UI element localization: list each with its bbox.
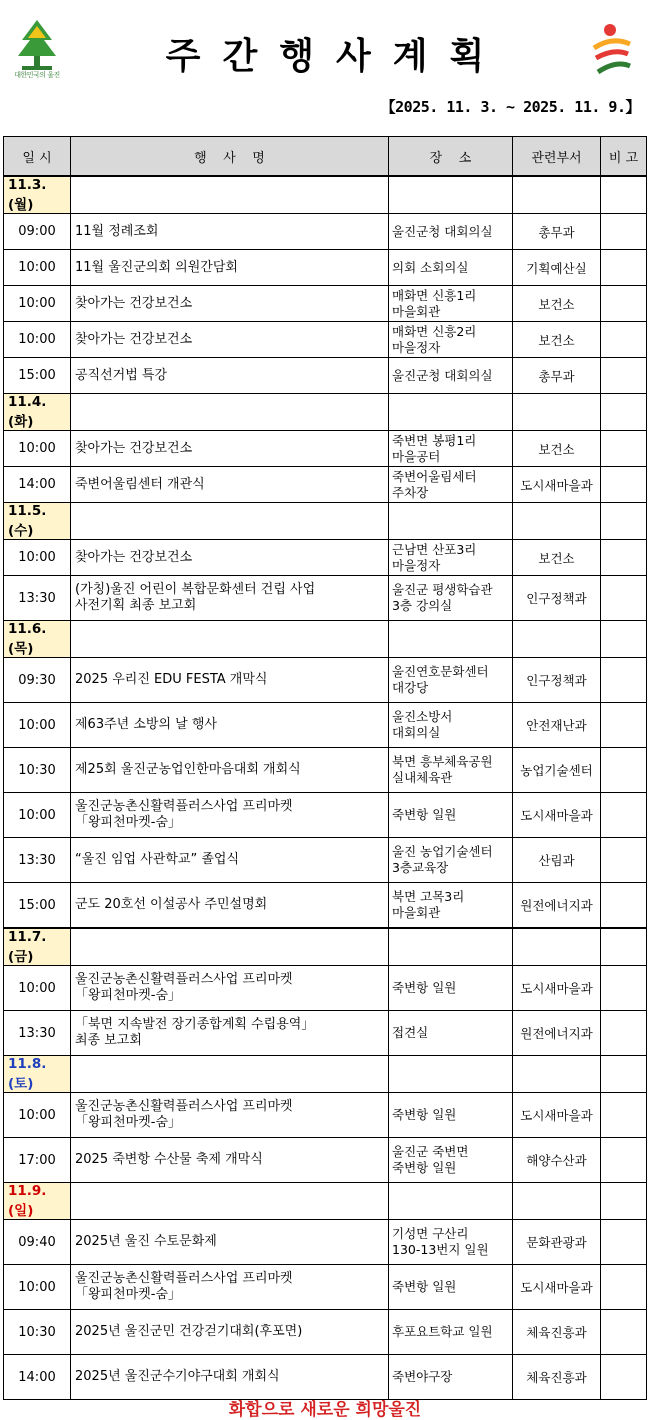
event-note — [601, 658, 647, 703]
event-time: 10:00 — [4, 431, 71, 467]
empty-cell — [389, 176, 513, 214]
empty-cell — [513, 928, 601, 966]
event-name: 2025년 울진군민 건강걷기대회(후포면) — [71, 1310, 389, 1355]
event-place: 울진군청 대회의실 — [389, 358, 513, 394]
event-name: 2025년 울진 수토문화제 — [71, 1220, 389, 1265]
page-title: 주간행사계획 — [165, 36, 507, 77]
event-place: 죽변항 일원 — [389, 966, 513, 1011]
empty-cell — [71, 176, 389, 214]
event-note — [601, 286, 647, 322]
event-name: 울진군농촌신활력플러스사업 프리마켓 「왕피천마켓-숨」 — [71, 793, 389, 838]
event-time: 10:00 — [4, 966, 71, 1011]
event-dept: 보건소 — [513, 286, 601, 322]
event-name: 11월 울진군의회 의원간담회 — [71, 250, 389, 286]
table-row — [4, 838, 647, 883]
event-note — [601, 1355, 647, 1400]
event-note — [601, 214, 647, 250]
table-row — [4, 1355, 647, 1400]
event-time: 15:00 — [4, 358, 71, 394]
event-place: 죽변항 일원 — [389, 1093, 513, 1138]
table-row — [4, 1138, 647, 1183]
weekly-schedule-table — [3, 136, 647, 1400]
table-row — [4, 322, 647, 358]
event-place: 의회 소회의실 — [389, 250, 513, 286]
empty-cell — [71, 503, 389, 540]
event-time: 10:00 — [4, 1265, 71, 1310]
event-name: 군도 20호선 이설공사 주민설명회 — [71, 883, 389, 929]
event-name: 울진군농촌신활력플러스사업 프리마켓 「왕피천마켓-숨」 — [71, 966, 389, 1011]
day-header-row — [4, 176, 647, 214]
event-place: 후포요트학교 일원 — [389, 1310, 513, 1355]
event-dept: 원전에너지과 — [513, 1011, 601, 1056]
empty-cell — [71, 1056, 389, 1093]
event-dept: 체육진흥과 — [513, 1355, 601, 1400]
column-header-place: 장 소 — [389, 137, 513, 177]
column-header-dept: 관련부서 — [513, 137, 601, 177]
empty-cell — [71, 1183, 389, 1220]
event-dept: 보건소 — [513, 431, 601, 467]
event-name: 11월 정례조회 — [71, 214, 389, 250]
event-note — [601, 793, 647, 838]
schedule-period: 【2025. 11. 3. ~ 2025. 11. 9.】 — [380, 98, 640, 116]
event-time: 10:30 — [4, 748, 71, 793]
empty-cell — [71, 621, 389, 658]
event-note — [601, 1220, 647, 1265]
event-place: 울진군청 대회의실 — [389, 214, 513, 250]
event-dept: 문화관광과 — [513, 1220, 601, 1265]
event-place: 북면 흥부체육공원 실내체육관 — [389, 748, 513, 793]
page-header — [0, 0, 650, 95]
table-header-row — [4, 137, 647, 177]
event-time: 17:00 — [4, 1138, 71, 1183]
empty-cell — [601, 928, 647, 966]
event-place: 매화면 신흥1리 마을회관 — [389, 286, 513, 322]
table-row — [4, 793, 647, 838]
event-note — [601, 540, 647, 576]
event-name: 찾아가는 건강보건소 — [71, 286, 389, 322]
table-row — [4, 431, 647, 467]
event-dept: 보건소 — [513, 322, 601, 358]
event-place: 기성면 구산리 130-13번지 일원 — [389, 1220, 513, 1265]
event-time: 10:00 — [4, 250, 71, 286]
schedule-body — [4, 176, 647, 1400]
empty-cell — [601, 176, 647, 214]
event-time: 14:00 — [4, 467, 71, 503]
event-place: 울진 농업기술센터 3층교육장 — [389, 838, 513, 883]
event-name: 2025 우리진 EDU FESTA 개막식 — [71, 658, 389, 703]
event-place: 접견실 — [389, 1011, 513, 1056]
event-dept: 인구정책과 — [513, 576, 601, 621]
event-name: 2025년 울진군수기야구대회 개회식 — [71, 1355, 389, 1400]
event-dept: 도시새마을과 — [513, 1093, 601, 1138]
event-place: 울진군 죽변면 죽변항 일원 — [389, 1138, 513, 1183]
logo-caption: 대한민국의 울진 — [14, 71, 60, 79]
table-row — [4, 883, 647, 929]
empty-cell — [513, 621, 601, 658]
empty-cell — [513, 176, 601, 214]
table-row — [4, 1011, 647, 1056]
event-place: 죽변어울림세터 주차장 — [389, 467, 513, 503]
empty-cell — [71, 928, 389, 966]
table-row — [4, 540, 647, 576]
event-note — [601, 966, 647, 1011]
event-time: 10:00 — [4, 286, 71, 322]
empty-cell — [389, 1183, 513, 1220]
event-time: 13:30 — [4, 1011, 71, 1056]
event-note — [601, 1310, 647, 1355]
event-place: 울진연호문화센터 대강당 — [389, 658, 513, 703]
event-dept: 도시새마을과 — [513, 467, 601, 503]
event-place: 죽변항 일원 — [389, 793, 513, 838]
event-time: 09:40 — [4, 1220, 71, 1265]
table-row — [4, 966, 647, 1011]
event-name: 울진군농촌신활력플러스사업 프리마켓 「왕피천마켓-숨」 — [71, 1265, 389, 1310]
event-name: (가칭)울진 어린이 복합문화센터 건립 사업 사전기획 최종 보고회 — [71, 576, 389, 621]
event-name: 찾아가는 건강보건소 — [71, 540, 389, 576]
empty-cell — [513, 503, 601, 540]
table-row — [4, 286, 647, 322]
empty-cell — [601, 503, 647, 540]
event-dept: 농업기술센터 — [513, 748, 601, 793]
empty-cell — [601, 1183, 647, 1220]
event-note — [601, 748, 647, 793]
day-date: 11.4.(화) — [4, 394, 71, 431]
empty-cell — [513, 1056, 601, 1093]
table-row — [4, 576, 647, 621]
table-row — [4, 467, 647, 503]
uljin-brand-logo-icon — [590, 22, 634, 80]
event-dept: 도시새마을과 — [513, 1265, 601, 1310]
event-name: 울진군농촌신활력플러스사업 프리마켓 「왕피천마켓-숨」 — [71, 1093, 389, 1138]
event-note — [601, 250, 647, 286]
event-dept: 해양수산과 — [513, 1138, 601, 1183]
event-dept: 총무과 — [513, 358, 601, 394]
day-date: 11.9.(일) — [4, 1183, 71, 1220]
empty-cell — [601, 621, 647, 658]
event-note — [601, 1265, 647, 1310]
event-note — [601, 431, 647, 467]
event-dept: 도시새마을과 — [513, 966, 601, 1011]
day-header-row — [4, 1056, 647, 1093]
event-dept: 인구정책과 — [513, 658, 601, 703]
event-time: 10:00 — [4, 540, 71, 576]
event-dept: 기획예산실 — [513, 250, 601, 286]
empty-cell — [389, 621, 513, 658]
event-time: 10:00 — [4, 703, 71, 748]
event-name: 제63주년 소방의 날 행사 — [71, 703, 389, 748]
event-note — [601, 1011, 647, 1056]
event-note — [601, 1093, 647, 1138]
event-dept: 도시새마을과 — [513, 793, 601, 838]
event-dept: 총무과 — [513, 214, 601, 250]
table-row — [4, 1310, 647, 1355]
empty-cell — [389, 928, 513, 966]
day-header-row — [4, 394, 647, 431]
event-dept: 안전재난과 — [513, 703, 601, 748]
event-time: 09:00 — [4, 214, 71, 250]
event-name: “울진 임업 사관학교” 졸업식 — [71, 838, 389, 883]
event-time: 10:00 — [4, 322, 71, 358]
event-note — [601, 1138, 647, 1183]
table-row — [4, 658, 647, 703]
event-name: 「북면 지속발전 장기종합계획 수립용역」 최종 보고회 — [71, 1011, 389, 1056]
day-header-row — [4, 503, 647, 540]
event-name: 2025 죽변항 수산물 축제 개막식 — [71, 1138, 389, 1183]
empty-cell — [513, 1183, 601, 1220]
event-place: 울진군 평생학습관 3층 강의실 — [389, 576, 513, 621]
empty-cell — [389, 394, 513, 431]
day-date: 11.7.(금) — [4, 928, 71, 966]
empty-cell — [389, 1056, 513, 1093]
event-time: 10:30 — [4, 1310, 71, 1355]
event-time: 14:00 — [4, 1355, 71, 1400]
event-time: 09:30 — [4, 658, 71, 703]
event-place: 죽변면 봉평1리 마을공터 — [389, 431, 513, 467]
table-row — [4, 748, 647, 793]
table-row — [4, 1220, 647, 1265]
column-header-datetime: 일 시 — [4, 137, 71, 177]
event-name: 찾아가는 건강보건소 — [71, 431, 389, 467]
table-row — [4, 703, 647, 748]
event-place: 근남면 산포3리 마을정자 — [389, 540, 513, 576]
day-header-row — [4, 621, 647, 658]
table-row — [4, 358, 647, 394]
event-note — [601, 883, 647, 929]
day-date: 11.3.(월) — [4, 176, 71, 214]
event-place: 매화면 신흥2리 마을정자 — [389, 322, 513, 358]
event-note — [601, 322, 647, 358]
table-row — [4, 1265, 647, 1310]
event-note — [601, 467, 647, 503]
empty-cell — [601, 394, 647, 431]
event-note — [601, 358, 647, 394]
event-name: 공직선거법 특강 — [71, 358, 389, 394]
event-name: 제25회 울진군농업인한마음대회 개회식 — [71, 748, 389, 793]
empty-cell — [389, 503, 513, 540]
event-time: 10:00 — [4, 793, 71, 838]
empty-cell — [71, 394, 389, 431]
event-dept: 원전에너지과 — [513, 883, 601, 929]
event-place: 죽변항 일원 — [389, 1265, 513, 1310]
event-name: 찾아가는 건강보건소 — [71, 322, 389, 358]
event-place: 북면 고목3리 마을회관 — [389, 883, 513, 929]
slogan: 화합으로 새로운 희망울진 — [228, 1400, 422, 1420]
event-dept: 산림과 — [513, 838, 601, 883]
event-time: 15:00 — [4, 883, 71, 929]
event-note — [601, 838, 647, 883]
event-note — [601, 703, 647, 748]
event-time: 13:30 — [4, 576, 71, 621]
event-place: 죽변야구장 — [389, 1355, 513, 1400]
event-time: 10:00 — [4, 1093, 71, 1138]
day-date: 11.5.(수) — [4, 503, 71, 540]
day-date: 11.6.(목) — [4, 621, 71, 658]
column-header-note: 비 고 — [601, 137, 647, 177]
table-row — [4, 250, 647, 286]
event-name: 죽변어울림센터 개관식 — [71, 467, 389, 503]
day-header-row — [4, 1183, 647, 1220]
event-note — [601, 576, 647, 621]
table-row — [4, 214, 647, 250]
empty-cell — [601, 1056, 647, 1093]
event-dept: 보건소 — [513, 540, 601, 576]
event-place: 울진소방서 대회의실 — [389, 703, 513, 748]
event-dept: 체육진흥과 — [513, 1310, 601, 1355]
empty-cell — [513, 394, 601, 431]
event-time: 13:30 — [4, 838, 71, 883]
day-header-row — [4, 928, 647, 966]
day-date: 11.8.(토) — [4, 1056, 71, 1093]
table-row — [4, 1093, 647, 1138]
column-header-event: 행 사 명 — [71, 137, 389, 177]
